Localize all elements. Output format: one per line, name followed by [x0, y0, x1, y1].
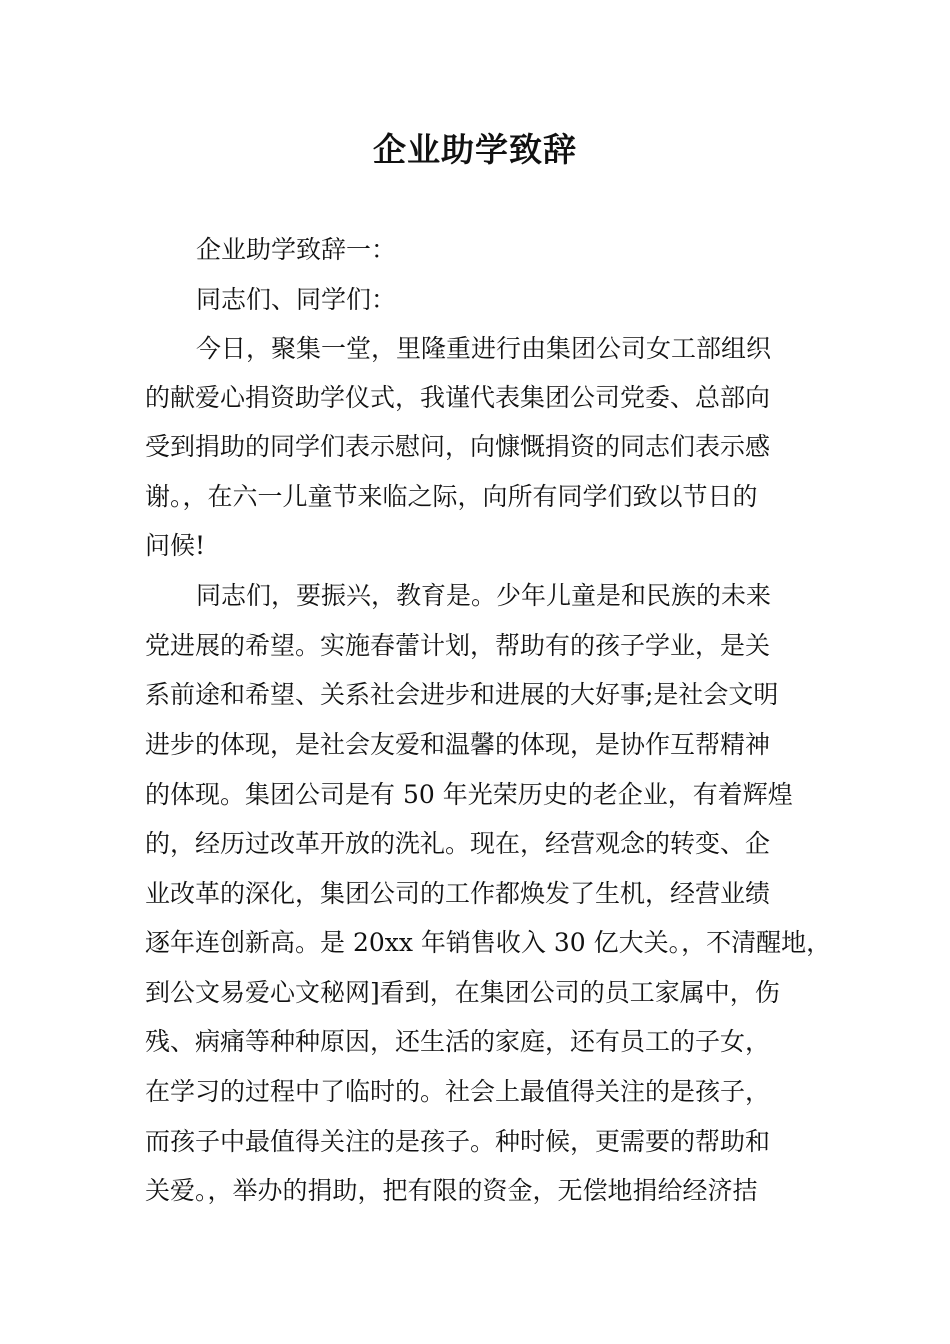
document-title: 企业助学致辞 [373, 130, 577, 169]
paragraph-line: 的，经历过改革开放的洗礼。现在，经营观念的转变、企 [145, 829, 771, 858]
paragraph-line: 在学习的过程中了临时的。社会上最值得关注的是孩子， [145, 1077, 771, 1106]
paragraph-line: 残、病痛等种种原因，还生活的家庭，还有员工的子女， [145, 1027, 771, 1056]
paragraph-line: 今日，聚集一堂，里隆重进行由集团公司女工部组织 [196, 334, 772, 363]
paragraph-line: 的献爱心捐资助学仪式，我谨代表集团公司党委、总部向 [145, 383, 771, 412]
paragraph-line: 问候! [145, 531, 206, 560]
paragraph-line: 而孩子中最值得关注的是孩子。种时候，更需要的帮助和 [145, 1127, 771, 1156]
paragraph-line: 业改革的深化，集团公司的工作都焕发了生机，经营业绩 [145, 879, 771, 908]
salutation-line: 同志们、同学们： [196, 285, 397, 314]
paragraph-line: 同志们，要振兴，教育是。少年儿童是和民族的未来 [196, 581, 772, 610]
paragraph-line: 关爱。，举办的捐助，把有限的资金，无偿地捐给经济拮 [145, 1176, 758, 1205]
heading-line: 企业助学致辞一： [196, 235, 397, 264]
paragraph-line: 到公文易爱心文秘网]看到，在集团公司的员工家属中，伤 [145, 978, 780, 1007]
paragraph-line: 谢。，在六一儿童节来临之际，向所有同学们致以节日的 [145, 482, 758, 511]
paragraph-line: 党进展的希望。实施春蕾计划，帮助有的孩子学业，是关 [145, 631, 771, 660]
paragraph-line: 的体现。集团公司是有 50 年光荣历史的老企业，有着辉煌 [145, 780, 793, 809]
paragraph-line: 进步的体现，是社会友爱和温馨的体现，是协作互帮精神 [145, 730, 771, 759]
paragraph-line: 逐年连创新高。是 20xx 年销售收入 30 亿大关。，不清醒地， [145, 928, 832, 957]
paragraph-line: 系前途和希望、关系社会进步和进展的大好事;是社会文明 [145, 680, 779, 709]
paragraph-line: 受到捐助的同学们表示慰问，向慷慨捐资的同志们表示感 [145, 432, 771, 461]
